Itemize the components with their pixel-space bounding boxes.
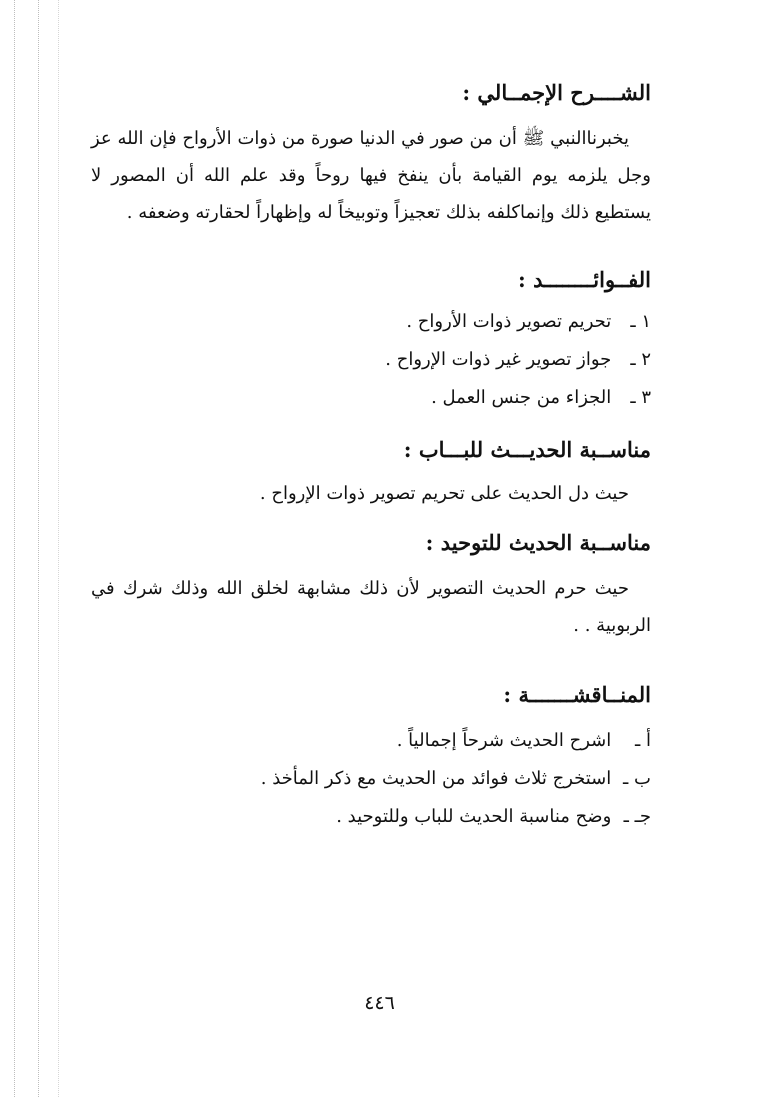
section-explanation — [91, 78, 651, 231]
section-benefits — [91, 265, 651, 417]
scan-guide-line — [38, 0, 39, 1097]
page-number: ٤٤٦ — [364, 992, 395, 1014]
list-item-text: الجزاء من جنس العمل . — [431, 387, 612, 408]
list-item-number: ١ ـ — [630, 311, 651, 332]
list-item-letter: أ ـ — [635, 730, 651, 751]
scan-guide-line — [14, 0, 15, 1097]
list-item — [91, 341, 651, 379]
list-item-text: وضح مناسبة الحديث للباب وللتوحيد . — [336, 806, 612, 827]
list-item — [91, 798, 651, 836]
scan-guide-line — [58, 0, 59, 1097]
list-item-letter: جـ ـ — [623, 806, 651, 827]
list-item-text: اشرح الحديث شرحاً إجمالياً . — [396, 730, 612, 751]
section-heading: الفــوائــــــــد : — [518, 267, 651, 292]
list-item — [91, 760, 651, 798]
section-heading: مناســبة الحديـــث للبـــاب : — [403, 437, 651, 462]
list-item-number: ٢ ـ — [630, 349, 651, 370]
list-item — [91, 722, 651, 760]
list-item-text: تحريم تصوير ذوات الأرواح . — [406, 311, 612, 332]
section-relevance-chapter — [91, 435, 651, 512]
section-heading: الشــــرح الإجمــالي : — [462, 80, 651, 105]
list-item-text: جواز تصوير غير ذوات الإرواح . — [385, 349, 612, 370]
list-item — [91, 303, 651, 341]
list-item-letter: ب ـ — [623, 768, 651, 789]
list-item-text: استخرج ثلاث فوائد من الحديث مع ذكر المأخذ . — [260, 768, 612, 789]
section-relevance-tawheed — [91, 528, 651, 644]
relevance-tawheed-paragraph: حيث حرم الحديث التصوير لأن ذلك مشابهة لخلق الله وذلك شرك في الربوبية . . — [91, 578, 651, 636]
list-item-number: ٣ ـ — [630, 387, 651, 408]
section-discussion — [91, 680, 651, 836]
relevance-chapter-paragraph: حيث دل الحديث على تحريم تصوير ذوات الإرواح . — [259, 483, 629, 504]
page-content — [91, 78, 651, 836]
section-heading: المنــاقشـــــــة : — [503, 682, 651, 707]
list-item — [91, 379, 651, 417]
explanation-paragraph: يخبرناالنبي ﷺ أن من صور في الدنيا صورة من ذوات الأرواح فإن الله عز وجل يلزمه يوم القيامة بأن ينفخ فيها روحاً وقد علم الله أن المصور لا يستطيع ذلك وإنماكلفه بذلك تعجيزاً وتوبيخاً له وإظهاراً لحقارته وضعفه . — [91, 128, 651, 223]
section-heading: مناســبة الحديث للتوحيد : — [425, 530, 651, 555]
